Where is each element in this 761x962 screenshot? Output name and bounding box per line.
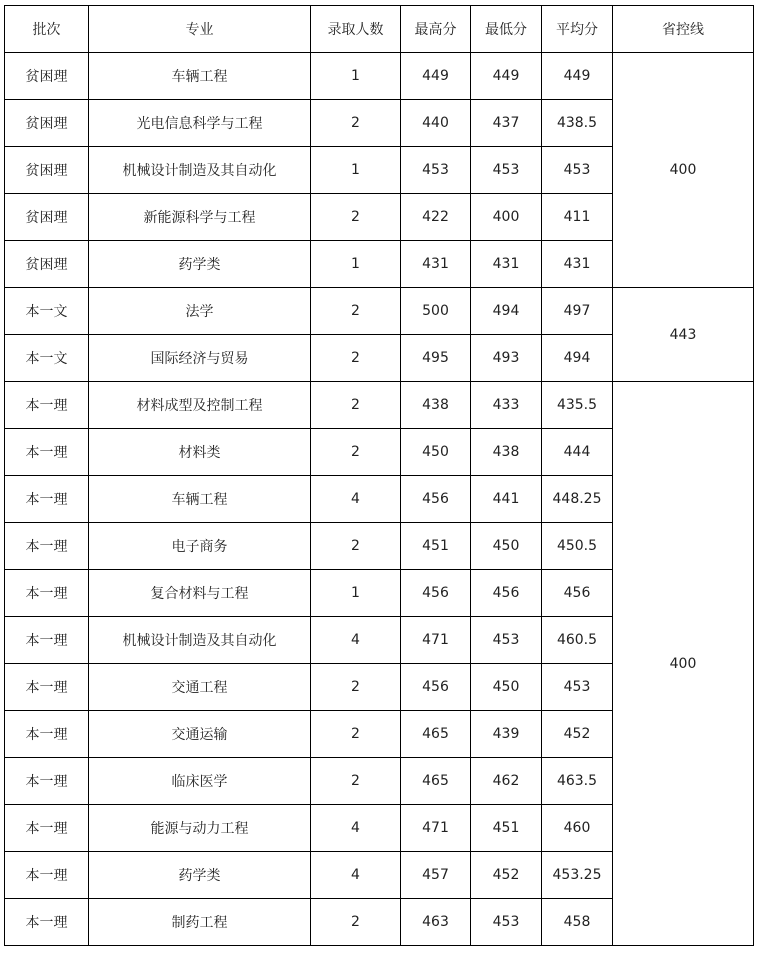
admission-scores-table (4, 5, 754, 946)
avg-score-cell: 453 (542, 147, 613, 194)
header-control-line: 省控线 (613, 6, 754, 53)
table-row (5, 382, 754, 429)
min-score-cell: 450 (471, 664, 542, 711)
major-cell: 材料成型及控制工程 (89, 382, 311, 429)
avg-score-cell: 450.5 (542, 523, 613, 570)
batch-cell: 本一理 (5, 899, 89, 946)
max-score-cell: 495 (401, 335, 471, 382)
major-cell: 法学 (89, 288, 311, 335)
count-cell: 1 (311, 570, 401, 617)
table-row (5, 288, 754, 335)
avg-score-cell: 411 (542, 194, 613, 241)
control-line-cell: 400 (613, 382, 754, 946)
min-score-cell: 439 (471, 711, 542, 758)
batch-cell: 贫困理 (5, 53, 89, 100)
min-score-cell: 462 (471, 758, 542, 805)
max-score-cell: 453 (401, 147, 471, 194)
major-cell: 机械设计制造及其自动化 (89, 147, 311, 194)
count-cell: 4 (311, 617, 401, 664)
count-cell: 1 (311, 53, 401, 100)
avg-score-cell: 463.5 (542, 758, 613, 805)
max-score-cell: 465 (401, 711, 471, 758)
max-score-cell: 451 (401, 523, 471, 570)
count-cell: 2 (311, 711, 401, 758)
major-cell: 光电信息科学与工程 (89, 100, 311, 147)
min-score-cell: 431 (471, 241, 542, 288)
max-score-cell: 471 (401, 805, 471, 852)
min-score-cell: 450 (471, 523, 542, 570)
max-score-cell: 449 (401, 53, 471, 100)
batch-cell: 本一理 (5, 570, 89, 617)
major-cell: 国际经济与贸易 (89, 335, 311, 382)
avg-score-cell: 497 (542, 288, 613, 335)
avg-score-cell: 444 (542, 429, 613, 476)
min-score-cell: 433 (471, 382, 542, 429)
min-score-cell: 453 (471, 899, 542, 946)
count-cell: 2 (311, 899, 401, 946)
min-score-cell: 438 (471, 429, 542, 476)
count-cell: 2 (311, 100, 401, 147)
header-batch: 批次 (5, 6, 89, 53)
batch-cell: 贫困理 (5, 147, 89, 194)
max-score-cell: 456 (401, 664, 471, 711)
max-score-cell: 465 (401, 758, 471, 805)
batch-cell: 本一理 (5, 429, 89, 476)
min-score-cell: 451 (471, 805, 542, 852)
min-score-cell: 453 (471, 147, 542, 194)
batch-cell: 本一理 (5, 382, 89, 429)
major-cell: 电子商务 (89, 523, 311, 570)
avg-score-cell: 453 (542, 664, 613, 711)
min-score-cell: 453 (471, 617, 542, 664)
avg-score-cell: 456 (542, 570, 613, 617)
batch-cell: 贫困理 (5, 100, 89, 147)
count-cell: 2 (311, 382, 401, 429)
avg-score-cell: 431 (542, 241, 613, 288)
header-avg-score: 平均分 (542, 6, 613, 53)
avg-score-cell: 438.5 (542, 100, 613, 147)
count-cell: 2 (311, 194, 401, 241)
max-score-cell: 422 (401, 194, 471, 241)
min-score-cell: 449 (471, 53, 542, 100)
count-cell: 4 (311, 476, 401, 523)
avg-score-cell: 460.5 (542, 617, 613, 664)
batch-cell: 本一理 (5, 758, 89, 805)
count-cell: 2 (311, 288, 401, 335)
count-cell: 1 (311, 241, 401, 288)
count-cell: 2 (311, 664, 401, 711)
batch-cell: 本一文 (5, 288, 89, 335)
major-cell: 材料类 (89, 429, 311, 476)
control-line-cell: 443 (613, 288, 754, 382)
min-score-cell: 494 (471, 288, 542, 335)
count-cell: 4 (311, 805, 401, 852)
major-cell: 药学类 (89, 241, 311, 288)
batch-cell: 贫困理 (5, 194, 89, 241)
max-score-cell: 456 (401, 570, 471, 617)
max-score-cell: 438 (401, 382, 471, 429)
header-count: 录取人数 (311, 6, 401, 53)
min-score-cell: 437 (471, 100, 542, 147)
count-cell: 1 (311, 147, 401, 194)
major-cell: 复合材料与工程 (89, 570, 311, 617)
major-cell: 药学类 (89, 852, 311, 899)
batch-cell: 贫困理 (5, 241, 89, 288)
header-major: 专业 (89, 6, 311, 53)
max-score-cell: 440 (401, 100, 471, 147)
major-cell: 制药工程 (89, 899, 311, 946)
count-cell: 2 (311, 758, 401, 805)
avg-score-cell: 435.5 (542, 382, 613, 429)
batch-cell: 本一理 (5, 617, 89, 664)
major-cell: 机械设计制造及其自动化 (89, 617, 311, 664)
major-cell: 交通运输 (89, 711, 311, 758)
min-score-cell: 441 (471, 476, 542, 523)
batch-cell: 本一理 (5, 523, 89, 570)
max-score-cell: 471 (401, 617, 471, 664)
header-min-score: 最低分 (471, 6, 542, 53)
avg-score-cell: 494 (542, 335, 613, 382)
major-cell: 车辆工程 (89, 53, 311, 100)
batch-cell: 本一理 (5, 476, 89, 523)
batch-cell: 本一文 (5, 335, 89, 382)
count-cell: 4 (311, 852, 401, 899)
batch-cell: 本一理 (5, 664, 89, 711)
avg-score-cell: 458 (542, 899, 613, 946)
batch-cell: 本一理 (5, 852, 89, 899)
count-cell: 2 (311, 335, 401, 382)
avg-score-cell: 460 (542, 805, 613, 852)
avg-score-cell: 449 (542, 53, 613, 100)
header-max-score: 最高分 (401, 6, 471, 53)
major-cell: 能源与动力工程 (89, 805, 311, 852)
header-row (5, 6, 754, 53)
major-cell: 交通工程 (89, 664, 311, 711)
count-cell: 2 (311, 523, 401, 570)
control-line-cell: 400 (613, 53, 754, 288)
max-score-cell: 457 (401, 852, 471, 899)
major-cell: 车辆工程 (89, 476, 311, 523)
batch-cell: 本一理 (5, 711, 89, 758)
table-row (5, 53, 754, 100)
min-score-cell: 400 (471, 194, 542, 241)
max-score-cell: 463 (401, 899, 471, 946)
min-score-cell: 493 (471, 335, 542, 382)
avg-score-cell: 453.25 (542, 852, 613, 899)
avg-score-cell: 452 (542, 711, 613, 758)
max-score-cell: 456 (401, 476, 471, 523)
major-cell: 临床医学 (89, 758, 311, 805)
min-score-cell: 456 (471, 570, 542, 617)
count-cell: 2 (311, 429, 401, 476)
max-score-cell: 450 (401, 429, 471, 476)
batch-cell: 本一理 (5, 805, 89, 852)
major-cell: 新能源科学与工程 (89, 194, 311, 241)
avg-score-cell: 448.25 (542, 476, 613, 523)
max-score-cell: 431 (401, 241, 471, 288)
min-score-cell: 452 (471, 852, 542, 899)
max-score-cell: 500 (401, 288, 471, 335)
